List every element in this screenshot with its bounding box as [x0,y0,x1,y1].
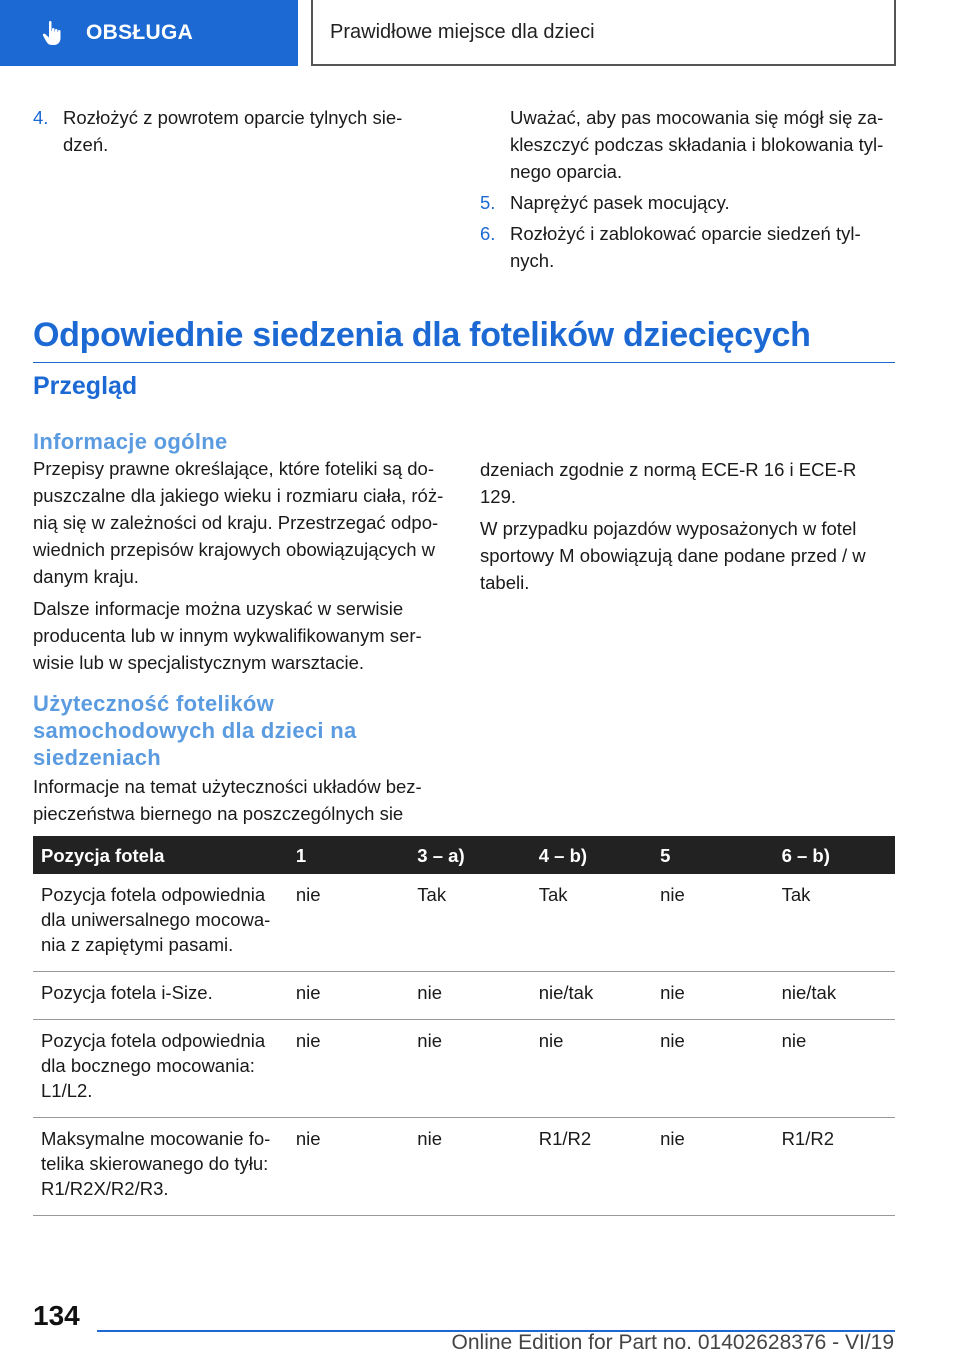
step-text: Rozłożyć i zablokować oparcie siedzeń tylnych. [510,223,861,271]
general-paragraph: Przepisy prawne określające, które foteliki są dopuszczalne dla jakiego wieku i rozmiaru ciała, różnią się w zależności od kraju. Przestrzegać odpowiednich przepisów krajowych obowiązujących w danym kraju. [33,458,444,587]
table-cell: Pozycja fotela odpowiednia dla bocznego mocowania: L1/L2. [33,1020,288,1118]
table-row [33,972,895,1020]
step-item [33,104,413,158]
table-cell: nie [288,1118,409,1216]
table-cell: R1/R2 [531,1118,652,1216]
table-header: 6 – b) [774,836,895,874]
table-cell: nie [409,1118,530,1216]
table-cell: nie [288,1020,409,1118]
table-cell: nie [288,972,409,1020]
general-paragraph: Dalsze informacje można uzyskać w serwisie producenta lub w innym wykwalifikowanym serwisie lub w specjalistycznym warsztacie. [33,598,422,673]
table-cell: nie [409,972,530,1020]
table-cell: nie [531,1020,652,1118]
right-paragraph: dzeniach zgodnie z normą ECE-R 16 i ECE-R 129. [480,459,857,507]
step-text: Rozłożyć z powrotem oparcie tylnych siedzeń. [63,107,403,155]
section-tab[interactable] [0,0,298,66]
table-row [33,1020,895,1118]
right-content [480,456,888,601]
table-cell: nie [288,874,409,972]
step-text: Naprężyć pasek mocujący. [510,192,730,213]
right-steps [480,104,888,278]
table-cell: nie [409,1020,530,1118]
table-cell: Tak [531,874,652,972]
step-item [480,220,888,274]
table-header: 5 [652,836,773,874]
table-header: Pozycja fotela [33,836,288,874]
table-header: 3 – a) [409,836,530,874]
table-header: 1 [288,836,409,874]
table-cell: nie/tak [531,972,652,1020]
table-header-row [33,836,895,874]
table-cell: Pozycja fotela i-Size. [33,972,288,1020]
hand-pointer-icon [40,20,66,46]
table-cell: Pozycja fotela odpowiednia dla uniwersalnego mocowania z zapiętymi pasami. [33,874,288,972]
usability-heading: Użyteczność fotelików samochodowych dla dzieci na siedzeniach [33,691,357,770]
table-header: 4 – b) [531,836,652,874]
table-cell: nie [652,1020,773,1118]
table-cell: Maksymalne mocowanie fotelika skierowanego do tyłu: R1/R2X/R2/R3. [33,1118,288,1216]
table-row [33,1118,895,1216]
table-cell: nie [652,972,773,1020]
step-number: 4. [33,107,49,128]
section-title: Odpowiednie siedzenia dla fotelików dziecięcych [33,314,895,363]
step-number: 5. [480,192,496,213]
table-cell: R1/R2 [774,1118,895,1216]
section-subtitle: Przegląd [33,372,138,400]
seat-usability-table [33,836,895,1216]
left-steps [33,104,413,162]
table-cell: nie/tak [774,972,895,1020]
right-paragraph: W przypadku pojazdów wyposażonych w fotel sportowy M obowiązują dane podane przed / w tabeli. [480,518,866,593]
left-content [33,428,449,832]
usability-paragraph: Informacje na temat użyteczności układów bezpieczeństwa biernego na poszczególnych sie [33,776,422,824]
page-number: 134 [33,1300,80,1331]
page-title: Prawidłowe miejsce dla dzieci [311,0,896,66]
edition-text: Online Edition for Part no. 01402628376 - VI/19 [451,1331,894,1354]
table-cell: nie [774,1020,895,1118]
table-cell: Tak [409,874,530,972]
continuation-text: Uważać, aby pas mocowania się mógł się zakleszczyć podczas składania i blokowania tylnego oparcia. [510,107,884,182]
step-item [480,189,888,216]
table-cell: Tak [774,874,895,972]
step-number: 6. [480,223,496,244]
table-cell: nie [652,1118,773,1216]
table-row [33,874,895,972]
table-cell: nie [652,874,773,972]
general-heading: Informacje ogólne [33,429,228,454]
section-label: OBSŁUGA [86,21,194,44]
page-header [0,0,960,66]
